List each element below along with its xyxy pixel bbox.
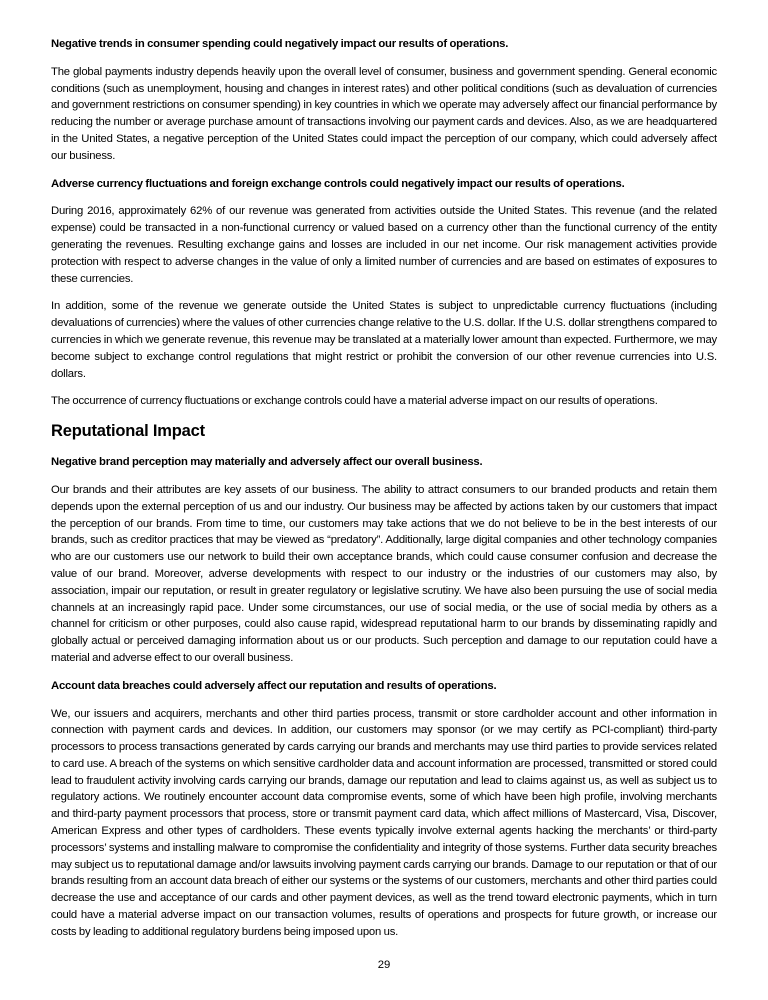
risk-factors-content	[51, 36, 717, 941]
paragraph-revenue-2016: During 2016, approximately 62% of our revenue was generated from activities outside the United States. This revenue (and the related expense) could be transacted in a non-functional currency or valued based on a currency other than the functional currency of the entity generating the revenues. Resulting exchange gains and losses are included in our net income. Our risk management activities provide protection with respect to adverse changes in the value of only a limited number of currencies and are based on estimates of exposures to these currencies.	[51, 205, 717, 285]
paragraph-currency-occurrence: The occurrence of currency fluctuations or exchange controls could have a material adverse impact on our results of operations.	[51, 395, 658, 408]
page-number: 29	[377, 959, 391, 971]
paragraph-data-breaches: We, our issuers and acquirers, merchants and other third parties process, transmit or store cardholder account and other information in connection with payment cards and devices. In addition, our customers may sponsor (or we may certify as PCI-compliant) third-party processors to process transactions generated by cards carrying our brands and merchants may use third parties to provide services related to card use. A breach of the systems on which sensitive cardholder data and account information are processed, transmitted or stored could lead to fraudulent activity involving cards carrying our brands, damage our reputation and lead to claims against us, as well as subject us to regulatory actions. We routinely encounter account data compromise events, some of which have been high profile, involving merchants and third-party payment processors that process, store or transmit payment card data, which affect millions of Mastercard, Visa, Discover, American Express and other types of cardholders. These events typically involve external agents hacking the merchants’ or third-party processors’ systems and installing malware to compromise the confidentiality and integrity of those systems. Further data security breaches may subject us to reputational damage and/or lawsuits involving payment cards carrying our brands. Damage to our reputation or that of our brands resulting from an account data breach of either our systems or the systems of our customers, merchants and other third parties could decrease the use and acceptance of our cards and other payment devices, as well as the trend toward electronic payments, which in turn could have a material adverse impact on our transaction volumes, results of operations and prospects for future growth, or increase our costs by leading to additional regulatory burdens being imposed upon us.	[51, 707, 717, 938]
risk-heading-consumer-spending: Negative trends in consumer spending could negatively impact our results of operations.	[51, 38, 509, 50]
paragraph-currency-translation: In addition, some of the revenue we generate outside the United States is subject to unpredictable currency fluctuations (including devaluations of currencies) where the values of other currencies change relative to the U.S. dollar. If the U.S. dollar strengthens compared to currencies in which we generate revenue, this revenue may be translated at a materially lower amount than expected. Furthermore, we may become subject to exchange control regulations that might restrict or prohibit the conversion of our other revenue currencies into U.S. dollars.	[51, 300, 717, 380]
paragraph-global-payments: The global payments industry depends heavily upon the overall level of consumer, business and government spending. General economic conditions (such as unemployment, housing and changes in interest rates) and other political conditions (such as devaluation of currencies and government restrictions on consumer spending) in key countries in which we operate may adversely affect our financial performance by reducing the number or average purchase amount of transactions involving our payment cards and devices. Also, as we are headquartered in the United States, a negative perception of the United States could impact the perception of our company, which could adversely affect our business.	[51, 65, 717, 162]
section-title-reputational-impact: Reputational Impact	[51, 422, 205, 441]
page-footer	[0, 955, 768, 973]
paragraph-brands-attributes: Our brands and their attributes are key assets of our business. The ability to attract consumers to our branded products and retain them depends upon the external perception of us and our industry. Our business may be affected by actions taken by our customers that impact the perception of our brands. From time to time, our customers may take actions that we do not believe to be in the best interests of our brands, such as creditor practices that may be viewed as “predatory”. Additionally, large digital companies and other technology companies who are our customers use our network to build their own acceptance brands, which could cause consumer confusion and decrease the value of our brand. Moreover, adverse developments with respect to our industry or the industries of our customers may also, by association, impair our reputation, or result in greater regulatory or legislative scrutiny. We have also been pursuing the use of social media channels at an increasingly rapid pace. Under some circumstances, our use of social media, or the use of social media by others as a channel for criticism or other purposes, could also cause rapid, widespread reputational harm to our brands by disseminating rapidly and globally actual or perceived damaging information about us or our products. Such perception and damage to our reputation could have a material and adverse effect to our overall business.	[51, 483, 717, 664]
risk-heading-currency-fluctuations: Adverse currency fluctuations and foreign exchange controls could negatively impact our results of operations.	[51, 177, 625, 190]
risk-heading-brand-perception: Negative brand perception may materially and adversely affect our overall business.	[51, 456, 483, 469]
risk-heading-account-data-breaches: Account data breaches could adversely affect our reputation and results of operations.	[51, 679, 497, 692]
